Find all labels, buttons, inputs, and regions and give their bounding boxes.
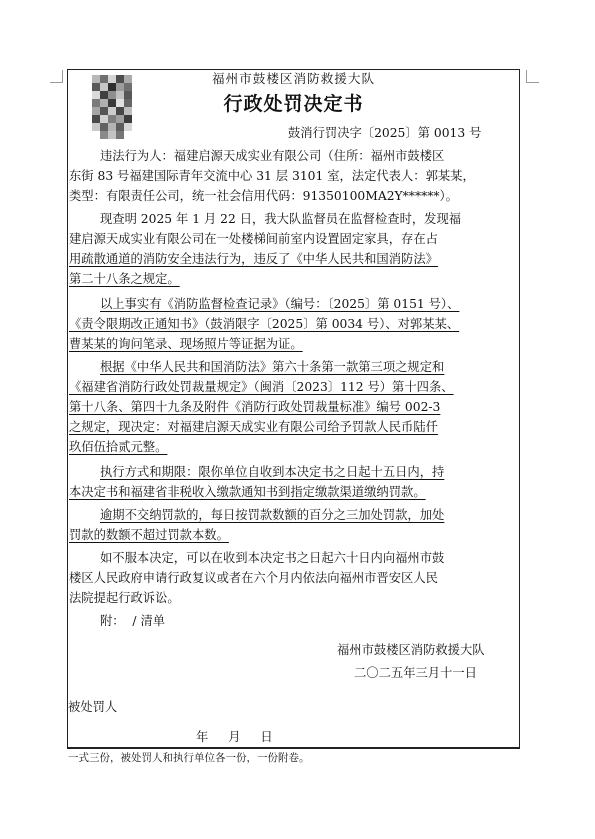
body-line-17: 本决定书和福建省非税收入缴款通知书到指定缴款渠道缴纳罚款。 <box>69 485 426 499</box>
body-line-20: 如不服本决定，可以在收到本决定书之日起六十日内向福州市鼓 <box>100 551 445 565</box>
body-line-15: 玖佰伍拾贰元整。 <box>69 440 168 454</box>
body-line-6: 用疏散通道的消防安全违法行为，违反了《中华人民共和国消防法》 <box>69 252 438 266</box>
body-line-10: 曹某某的询问笔录、现场照片等证据为证。 <box>69 337 303 351</box>
body-line-1: 违法行为人：福建启源天成实业有限公司（住所：福州市鼓楼区 <box>100 149 445 163</box>
attachment-line: 附： / 清单 <box>100 614 166 628</box>
signature-agency: 福州市鼓楼区消防救援大队 <box>337 643 485 657</box>
body-line-3: 类型：有限责任公司，统一社会信用代码：91350100MA2Y******）。 <box>69 189 458 203</box>
body-line-21: 楼区人民政府申请行政复议或者在六个月内依法向福州市晋安区人民 <box>69 571 438 585</box>
body-line-8: 以上事实有《消防监督检查记录》（编号：〔2025〕第 0151 号）、 <box>100 297 460 311</box>
body-line-16: 执行方式和期限：限你单位自收到本决定书之日起十五日内，持 <box>100 465 445 479</box>
body-line-9: 《责令限期改正通知书》（鼓消限字〔2025〕第 0034 号）、对郭某某、 <box>69 317 460 331</box>
body-line-14: 之规定，现决定：对福建启源天成实业有限公司给予罚款人民币陆仟 <box>69 420 438 434</box>
body-line-7: 第二十八条之规定。 <box>69 272 180 286</box>
issuing-agency: 福州市鼓楼区消防救援大队 <box>211 71 376 86</box>
recipient-label: 被处罚人 <box>68 700 118 714</box>
body-line-19: 罚款的数额不超过罚款本数。 <box>69 528 229 542</box>
body-line-11: 根据《中华人民共和国消防法》第六十条第一款第三项之规定和 <box>100 360 445 374</box>
document-number: 鼓消行罚决字〔2025〕第 0013 号 <box>288 126 482 140</box>
recipient-date-fields: 年 月 日 <box>196 730 273 744</box>
signature-date: 二〇二五年三月十一日 <box>354 666 477 680</box>
body-line-18: 逾期不交纳罚款的，每日按罚款数额的百分之三加处罚款，加处 <box>100 508 445 522</box>
body-line-13: 第十八条、第四十九条及附件《消防行政处罚裁量标准》编号 002-3 <box>69 400 441 414</box>
footer-note: 一式三份，被处罚人和执行单位各一份，一份附卷。 <box>68 752 310 764</box>
corner-mark-right <box>526 70 539 83</box>
body-line-2: 东街 83 号福建国际青年交流中心 31 层 3101 室，法定代表人：郭某某， <box>69 169 475 183</box>
body-line-22: 法院提起行政诉讼。 <box>69 591 180 605</box>
body-line-12: 《福建省消防行政处罚裁量规定》（闽消〔2023〕112 号）第十四条、 <box>69 380 454 394</box>
corner-mark-left <box>50 70 63 83</box>
document-title: 行政处罚决定书 <box>223 93 364 115</box>
body-line-5: 建启源天成实业有限公司在一处楼梯间前室内设置固定家具，存在占 <box>69 232 438 246</box>
body-line-4: 现查明 2025 年 1 月 22 日，我大队监督员在监督检查时，发现福 <box>100 212 462 226</box>
